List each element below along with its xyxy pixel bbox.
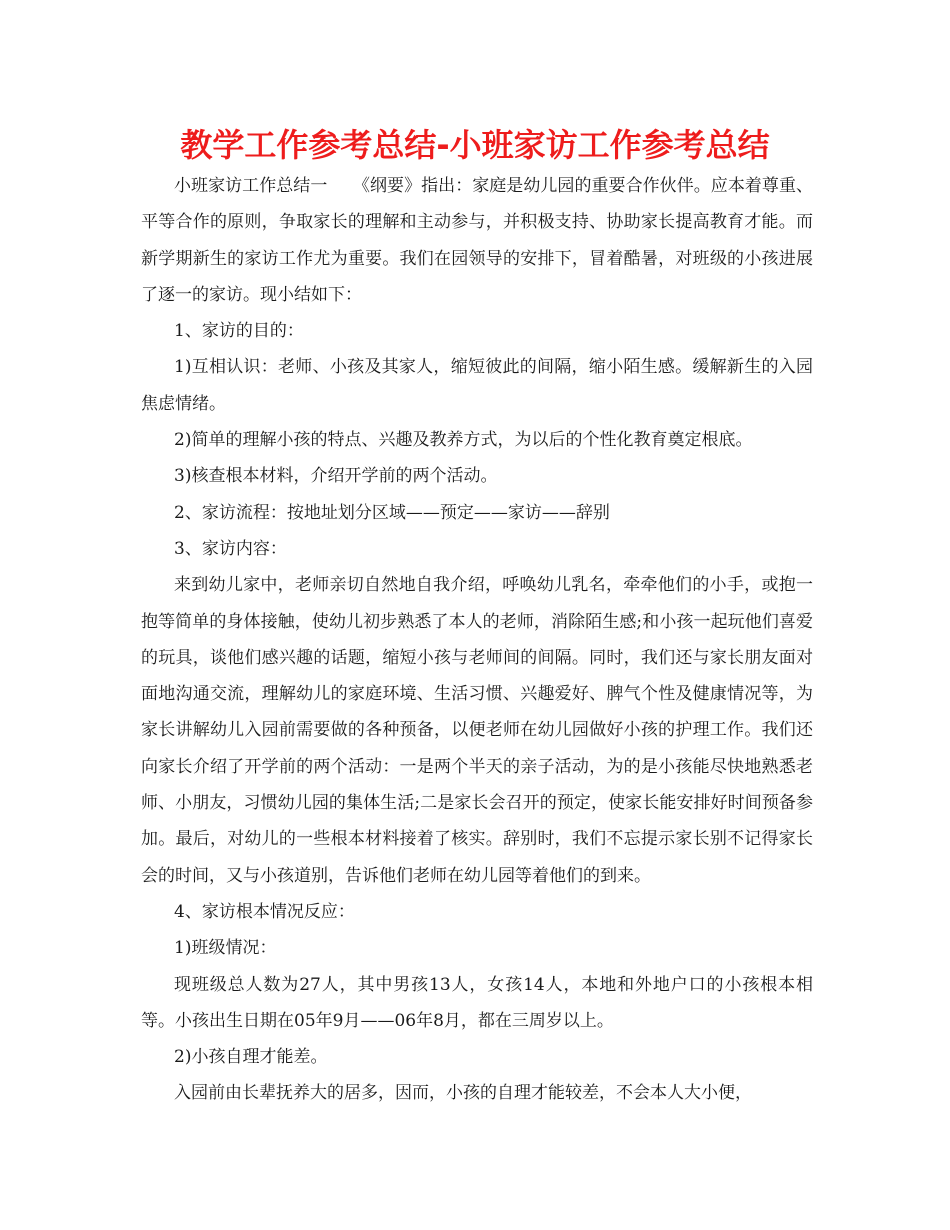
paragraph-heading-purpose: 1、家访的目的： [174,321,304,342]
paragraph-purpose-2: 2)简单的理解小孩的特点、兴趣及教养方式，为以后的个性化教育奠定根底。 [174,430,753,451]
document-body [141,168,813,1112]
paragraph-class-heading: 1)班级情况： [174,938,277,959]
paragraph-content: 来到幼儿家中，老师亲切自然地自我介绍，呼唤幼儿乳名，牵牵他们的小手，或抱一抱等简单的身体接触，使幼儿初步熟悉了本人的老师，消除陌生感;和小孩一起玩他们喜爱的玩具，谈他们感兴趣的话题，缩短小孩与老师间的间隔。同时，我们还与家长朋友面对面地沟通交流，理解幼儿的家庭环境、生活习惯、兴趣爱好、脾气个性及健康情况等，为家长讲解幼儿入园前需要做的各种预备，以便老师在幼儿园做好小孩的护理工作。我们还向家长介绍了开学前的两个活动：一是两个半天的亲子活动，为的是小孩能尽快地熟悉老师、小朋友，习惯幼儿园的集体生活;二是家长会召开的预定，使家长能安排好时间预备参加。最后，对幼儿的一些根本材料接着了核实。辞别时，我们不忘提示家长别不记得家长会的时间，又与小孩道别，告诉他们老师在幼儿园等着他们的到来。 [141,575,813,886]
paragraph-heading-process: 2、家访流程：按地址划分区域——预定——家访——辞别 [174,502,610,523]
paragraph-class-info: 现班级总人数为27人，其中男孩13人，女孩14人，本地和外地户口的小孩根本相等。小孩出生日期在05年9月——06年8月，都在三周岁以上。 [141,974,813,1031]
paragraph-purpose-3: 3)核查根本材料，介绍开学前的两个活动。 [174,466,498,487]
paragraph-intro: 小班家访工作总结一 《纲要》指出：家庭是幼儿园的重要合作伙伴。应本着尊重、平等合作的原则，争取家长的理解和主动参与，并积极支持、协助家长提高教育才能。而新学期新生的家访工作尤为重要。我们在园领导的安排下，冒着酷暑，对班级的小孩进展了逐一的家访。现小结如下： [141,176,813,305]
paragraph-purpose-1: 1)互相认识：老师、小孩及其家人，缩短彼此的间隔，缩小陌生感。缓解新生的入园焦虑情绪。 [141,357,813,414]
document-title: 教学工作参考总结-小班家访工作参考总结 [180,126,770,164]
paragraph-heading-feedback: 4、家访根本情况反应： [174,901,355,922]
paragraph-heading-content: 3、家访内容： [174,538,287,559]
paragraph-selfcare-heading: 2)小孩自理才能差。 [174,1047,328,1068]
paragraph-selfcare-info: 入园前由长辈抚养大的居多，因而，小孩的自理才能较差，不会本人大小便， [174,1083,752,1104]
